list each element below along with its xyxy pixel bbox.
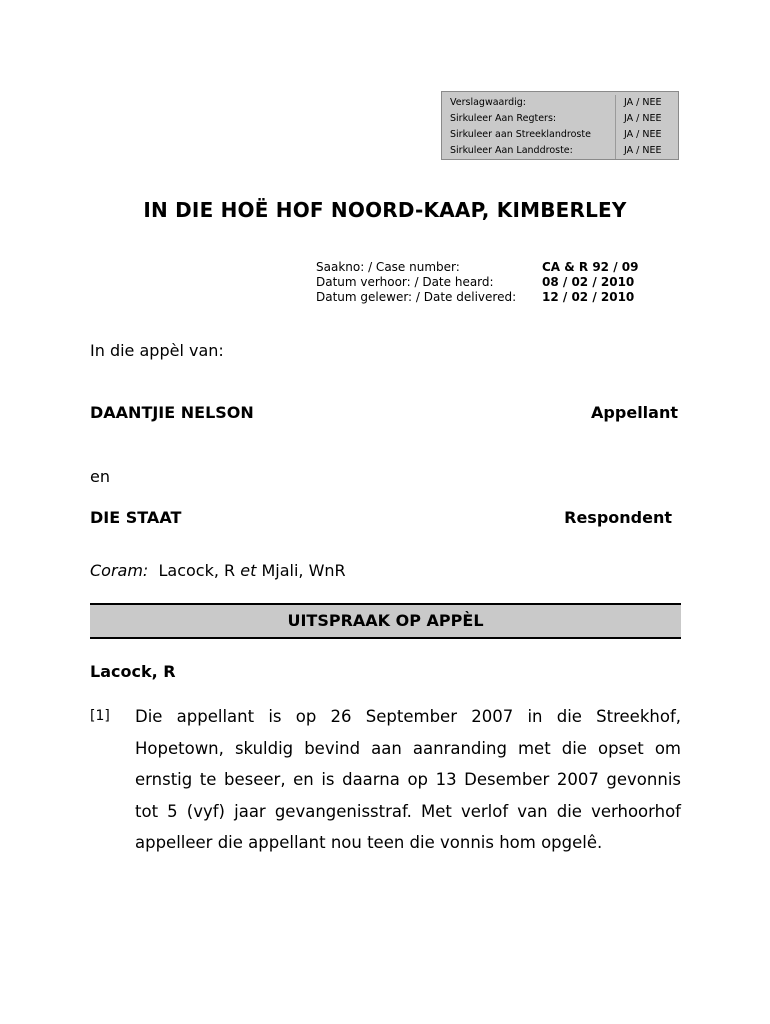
reportability-row: [442, 111, 678, 127]
judgment-author: Lacock, R: [90, 662, 176, 681]
date-heard-value: 08 / 02 / 2010: [542, 275, 635, 289]
paragraph-number: [1]: [90, 708, 110, 724]
reportability-row: [442, 143, 678, 159]
date-heard-row: [316, 275, 638, 290]
circulate-magistrates-value: JA / NEE: [624, 145, 662, 156]
appeal-intro: In die appèl van:: [90, 341, 224, 360]
date-delivered-row: [316, 290, 638, 305]
coram-judge-2: Mjali, WnR: [261, 561, 346, 580]
reportability-row: [442, 95, 678, 111]
appellant-role: Appellant: [591, 403, 678, 422]
circulate-regional-value: JA / NEE: [624, 129, 662, 140]
coram-et: et: [240, 561, 257, 580]
date-delivered-value: 12 / 02 / 2010: [542, 290, 635, 304]
date-heard-label: Datum verhoor: / Date heard:: [316, 275, 494, 289]
case-info: [316, 260, 638, 305]
paragraph-text: Die appellant is op 26 September 2007 in die Streekhof, Hopetown, skuldig bevind aan aanranding met die opset om ernstig te beseer, en is daarna op 13 Desember 2007 gevonnis tot 5 (vyf) jaar gevangenisstraf. Met verlof van die verhoorhof appelleer die appellant nou teen die vonnis hom opgelê.: [135, 707, 681, 852]
reportable-value: JA / NEE: [624, 97, 662, 108]
case-number-value: CA & R 92 / 09: [542, 260, 639, 274]
date-delivered-label: Datum gelewer: / Date delivered:: [316, 290, 517, 304]
respondent-role: Respondent: [564, 508, 672, 527]
coram-line: [90, 561, 346, 580]
reportability-row: [442, 127, 678, 143]
circulate-magistrates-label: Sirkuleer Aan Landdroste:: [442, 143, 616, 159]
appellant-name: DAANTJIE NELSON: [90, 403, 254, 422]
coram-judge-1: Lacock, R: [158, 561, 236, 580]
coram-label: Coram:: [90, 561, 149, 580]
paragraph: [90, 701, 681, 859]
reportability-box: [441, 91, 679, 160]
circulate-judges-label: Sirkuleer Aan Regters:: [442, 111, 616, 127]
circulate-judges-value: JA / NEE: [624, 113, 662, 124]
reportable-label: Verslagwaardig:: [442, 95, 616, 111]
case-number-label: Saakno: / Case number:: [316, 260, 460, 274]
judgment-heading: UITSPRAAK OP APPÈL: [90, 603, 681, 639]
respondent-name: DIE STAAT: [90, 508, 182, 527]
case-number-row: [316, 260, 638, 275]
conjunction: en: [90, 467, 110, 486]
circulate-regional-label: Sirkuleer aan Streeklandroste: [442, 127, 616, 143]
court-title: IN DIE HOË HOF NOORD-KAAP, KIMBERLEY: [143, 198, 627, 222]
